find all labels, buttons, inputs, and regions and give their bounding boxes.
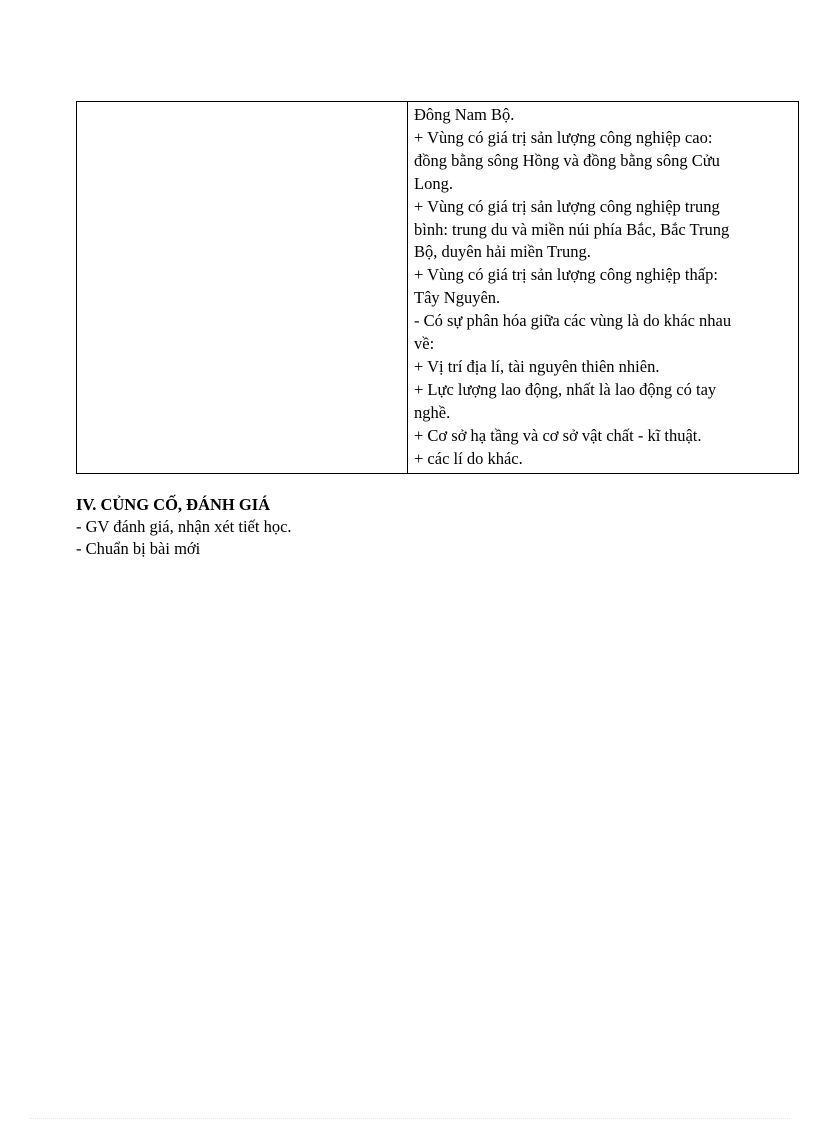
section-line: - GV đánh giá, nhận xét tiết học. xyxy=(76,517,292,536)
section-heading: IV. CỦNG CỐ, ĐÁNH GIÁ xyxy=(76,495,271,514)
cell-line: đồng bằng sông Hồng và đồng bằng sông Cửu xyxy=(414,150,720,170)
cell-line: + Vùng có giá trị sản lượng công nghiệp trung xyxy=(414,196,720,216)
cell-line: nghề. xyxy=(414,402,451,422)
section-iv xyxy=(76,494,776,560)
table-row xyxy=(77,102,799,474)
cell-line: + Lực lượng lao động, nhất là lao động có tay xyxy=(414,379,717,399)
cell-line: Đông Nam Bộ. xyxy=(414,105,515,124)
table-cell-right xyxy=(408,102,799,474)
cell-line: + Cơ sở hạ tầng và cơ sở vật chất - kĩ thuật. xyxy=(414,425,702,445)
section-line: - Chuẩn bị bài mới xyxy=(76,539,201,558)
cell-line: bình: trung du và miền núi phía Bắc, Bắc Trung xyxy=(414,219,730,239)
content-table xyxy=(76,101,799,474)
cell-line: - Có sự phân hóa giữa các vùng là do khác nhau xyxy=(414,311,732,331)
cell-line: Tây Nguyên. xyxy=(414,288,501,308)
table-cell-left xyxy=(77,102,408,474)
cell-line: + Vùng có giá trị sản lượng công nghiệp cao: xyxy=(414,127,713,147)
cell-line: + các lí do khác. xyxy=(414,448,523,468)
page-bottom-divider xyxy=(30,1118,790,1119)
cell-line: + Vùng có giá trị sản lượng công nghiệp thấp: xyxy=(414,265,718,285)
cell-line: về: xyxy=(414,334,435,354)
cell-line: Long. xyxy=(414,173,453,193)
cell-line: Bộ, duyên hải miền Trung. xyxy=(414,242,591,262)
cell-line: + Vị trí địa lí, tài nguyên thiên nhiên. xyxy=(414,356,660,376)
